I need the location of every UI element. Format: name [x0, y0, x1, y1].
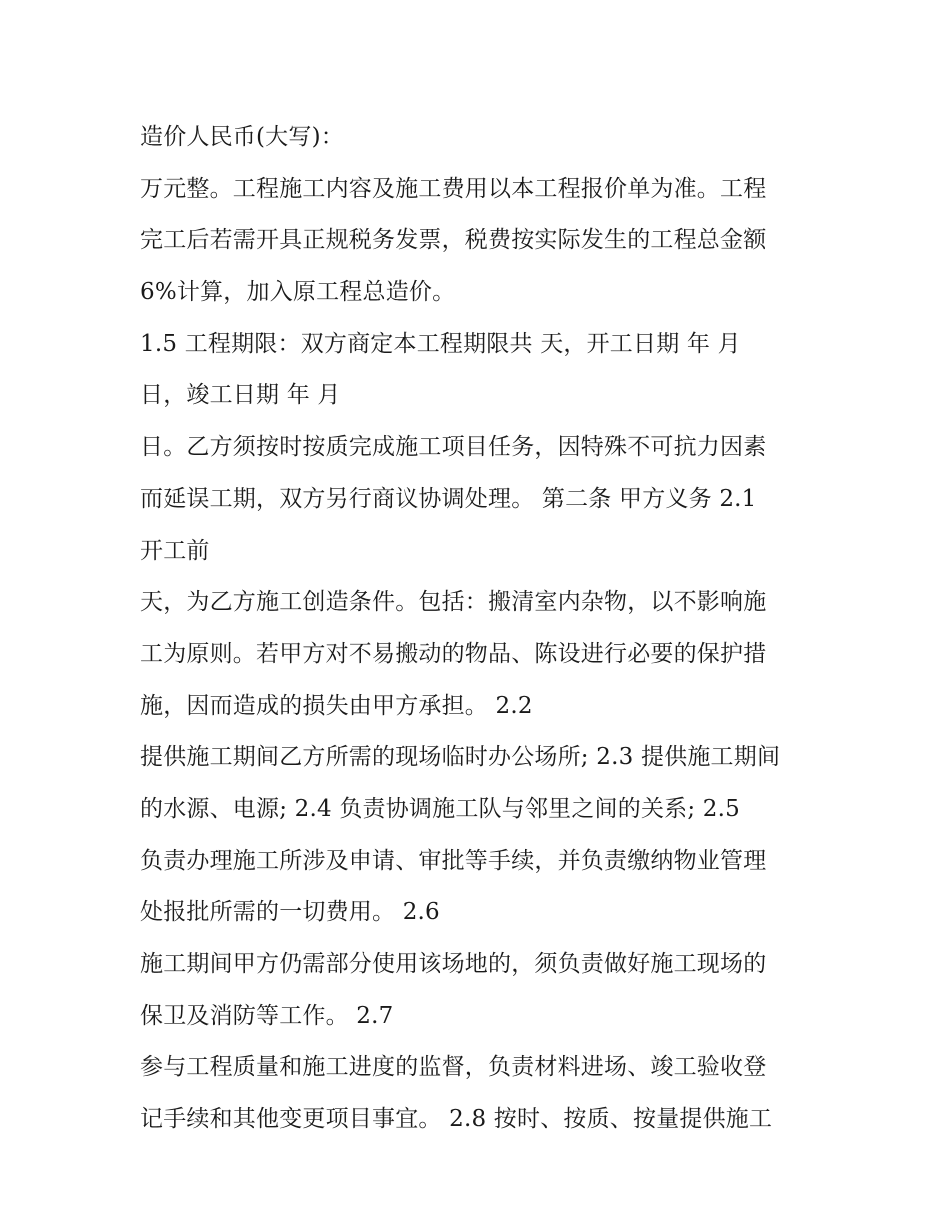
text-line: 开工前	[140, 537, 210, 564]
text-line: 记手续和其他变更项目事宜。 2.8 按时、按质、按量提供施工	[140, 1106, 773, 1133]
text-line: 施，因而造成的损失由甲方承担。 2.2	[140, 692, 533, 719]
text-line: 保卫及消防等工作。 2.7	[140, 1002, 394, 1029]
text-line: 完工后若需开具正规税务发票，税费按实际发生的工程总金额	[140, 227, 767, 254]
text-line: 万元整。工程施工内容及施工费用以本工程报价单为准。工程	[140, 175, 767, 202]
text-line: 参与工程质量和施工进度的监督，负责材料进场、竣工验收登	[140, 1054, 767, 1081]
text-line: 工为原则。若甲方对不易搬动的物品、陈设进行必要的保护措	[140, 640, 767, 667]
text-line: 提供施工期间乙方所需的现场临时办公场所; 2.3 提供施工期间	[140, 744, 781, 771]
text-line: 天，为乙方施工创造条件。包括：搬清室内杂物，以不影响施	[140, 589, 767, 616]
text-line: 造价人民币(大写)：	[140, 124, 344, 150]
text-line: 施工期间甲方仍需部分使用该场地的，须负责做好施工现场的	[140, 951, 767, 977]
text-line: 日。乙方须按时按质完成施工项目任务，因特殊不可抗力因素	[140, 434, 767, 461]
text-line: 负责办理施工所涉及申请、审批等手续，并负责缴纳物业管理	[140, 847, 767, 874]
text-line: 1.5 工程期限：双方商定本工程期限共 天，开工日期 年 月	[140, 330, 741, 357]
text-line: 的水源、电源; 2.4 负责协调施工队与邻里之间的关系; 2.5	[140, 795, 740, 822]
text-line: 处报批所需的一切费用。 2.6	[140, 899, 440, 926]
document-body	[140, 112, 830, 1146]
text-line: 6%计算，加入原工程总造价。	[140, 279, 456, 306]
text-line: 而延误工期，双方另行商议协调处理。 第二条 甲方义务 2.1	[140, 485, 757, 512]
text-line: 日，竣工日期 年 月	[140, 382, 341, 409]
